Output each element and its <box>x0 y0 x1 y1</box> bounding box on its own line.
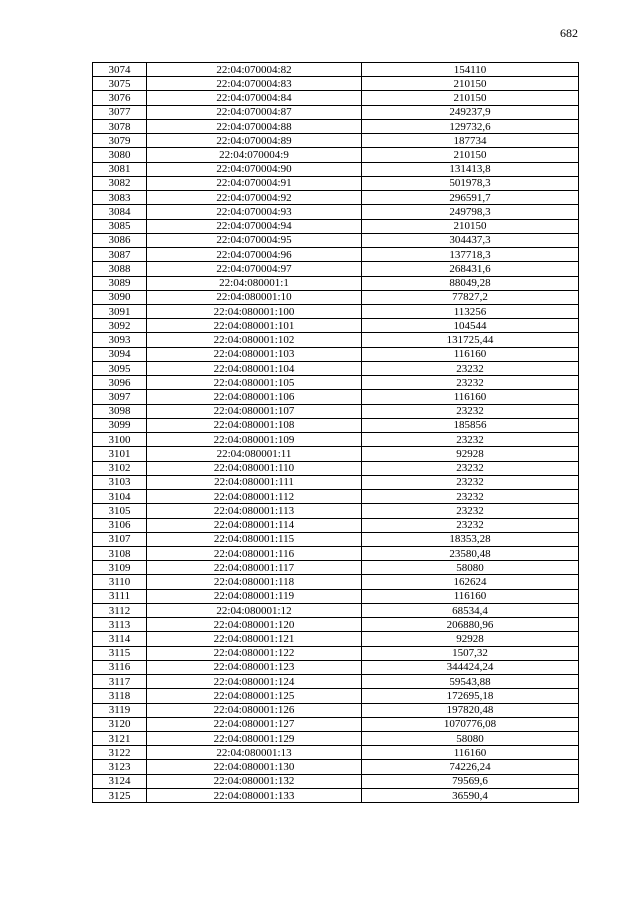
row-number-cell: 3107 <box>93 532 147 546</box>
cadastral-value-cell: 58080 <box>362 732 579 746</box>
cadastral-number-cell: 22:04:070004:82 <box>147 63 362 77</box>
row-number-cell: 3108 <box>93 546 147 560</box>
row-number-cell: 3125 <box>93 788 147 802</box>
row-number-cell: 3081 <box>93 162 147 176</box>
table-row <box>93 660 579 674</box>
table-row <box>93 447 579 461</box>
cadastral-value-cell: 210150 <box>362 148 579 162</box>
row-number-cell: 3093 <box>93 333 147 347</box>
cadastral-value-cell: 23232 <box>362 376 579 390</box>
table-row <box>93 703 579 717</box>
cadastral-value-cell: 344424,24 <box>362 660 579 674</box>
cadastral-value-cell: 185856 <box>362 418 579 432</box>
table-row <box>93 561 579 575</box>
table-row <box>93 376 579 390</box>
row-number-cell: 3124 <box>93 774 147 788</box>
cadastral-number-cell: 22:04:070004:94 <box>147 219 362 233</box>
cadastral-value-cell: 23232 <box>362 361 579 375</box>
cadastral-number-cell: 22:04:070004:97 <box>147 262 362 276</box>
row-number-cell: 3099 <box>93 418 147 432</box>
table-row <box>93 589 579 603</box>
cadastral-value-cell: 210150 <box>362 77 579 91</box>
row-number-cell: 3077 <box>93 105 147 119</box>
cadastral-number-cell: 22:04:080001:113 <box>147 504 362 518</box>
table-row <box>93 518 579 532</box>
cadastral-number-cell: 22:04:080001:114 <box>147 518 362 532</box>
cadastral-value-cell: 501978,3 <box>362 176 579 190</box>
table-row <box>93 461 579 475</box>
row-number-cell: 3075 <box>93 77 147 91</box>
cadastral-number-cell: 22:04:070004:93 <box>147 205 362 219</box>
cadastral-number-cell: 22:04:080001:125 <box>147 689 362 703</box>
table-row <box>93 176 579 190</box>
cadastral-value-cell: 154110 <box>362 63 579 77</box>
table-row <box>93 105 579 119</box>
table-row <box>93 746 579 760</box>
table-row <box>93 646 579 660</box>
row-number-cell: 3098 <box>93 404 147 418</box>
table-row <box>93 532 579 546</box>
row-number-cell: 3115 <box>93 646 147 660</box>
cadastral-value-cell: 23232 <box>362 504 579 518</box>
cadastral-value-cell: 104544 <box>362 319 579 333</box>
cadastral-number-cell: 22:04:080001:105 <box>147 376 362 390</box>
cadastral-number-cell: 22:04:080001:1 <box>147 276 362 290</box>
table-row <box>93 77 579 91</box>
row-number-cell: 3089 <box>93 276 147 290</box>
cadastral-number-cell: 22:04:080001:108 <box>147 418 362 432</box>
row-number-cell: 3091 <box>93 304 147 318</box>
row-number-cell: 3100 <box>93 433 147 447</box>
table-row <box>93 546 579 560</box>
cadastral-value-cell: 1070776,08 <box>362 717 579 731</box>
cadastral-number-cell: 22:04:080001:117 <box>147 561 362 575</box>
row-number-cell: 3117 <box>93 675 147 689</box>
cadastral-value-cell: 23232 <box>362 461 579 475</box>
table-row <box>93 760 579 774</box>
table-body <box>93 63 579 803</box>
cadastral-value-cell: 116160 <box>362 746 579 760</box>
row-number-cell: 3109 <box>93 561 147 575</box>
cadastral-value-cell: 23232 <box>362 475 579 489</box>
cadastral-number-cell: 22:04:080001:132 <box>147 774 362 788</box>
table-row <box>93 632 579 646</box>
row-number-cell: 3110 <box>93 575 147 589</box>
cadastral-number-cell: 22:04:070004:96 <box>147 248 362 262</box>
table-row <box>93 347 579 361</box>
cadastral-value-cell: 206880,96 <box>362 618 579 632</box>
row-number-cell: 3112 <box>93 603 147 617</box>
table-row <box>93 675 579 689</box>
table-row <box>93 490 579 504</box>
cadastral-value-cell: 162624 <box>362 575 579 589</box>
cadastral-value-cell: 197820,48 <box>362 703 579 717</box>
row-number-cell: 3082 <box>93 176 147 190</box>
cadastral-value-cell: 249237,9 <box>362 105 579 119</box>
cadastral-number-cell: 22:04:080001:112 <box>147 490 362 504</box>
cadastral-value-cell: 92928 <box>362 632 579 646</box>
row-number-cell: 3080 <box>93 148 147 162</box>
cadastral-value-cell: 172695,18 <box>362 689 579 703</box>
cadastral-value-cell: 58080 <box>362 561 579 575</box>
cadastral-number-cell: 22:04:070004:90 <box>147 162 362 176</box>
table-row <box>93 219 579 233</box>
cadastral-value-cell: 131725,44 <box>362 333 579 347</box>
cadastral-number-cell: 22:04:080001:130 <box>147 760 362 774</box>
cadastral-number-cell: 22:04:080001:129 <box>147 732 362 746</box>
row-number-cell: 3078 <box>93 119 147 133</box>
cadastral-value-cell: 187734 <box>362 134 579 148</box>
cadastral-value-cell: 92928 <box>362 447 579 461</box>
cadastral-number-cell: 22:04:080001:116 <box>147 546 362 560</box>
table-row <box>93 290 579 304</box>
table-row <box>93 134 579 148</box>
cadastral-value-cell: 116160 <box>362 347 579 361</box>
cadastral-value-cell: 113256 <box>362 304 579 318</box>
cadastral-number-cell: 22:04:080001:109 <box>147 433 362 447</box>
row-number-cell: 3092 <box>93 319 147 333</box>
row-number-cell: 3118 <box>93 689 147 703</box>
cadastral-number-cell: 22:04:080001:126 <box>147 703 362 717</box>
table-row <box>93 319 579 333</box>
row-number-cell: 3119 <box>93 703 147 717</box>
row-number-cell: 3123 <box>93 760 147 774</box>
cadastral-value-table <box>92 62 579 803</box>
table-row <box>93 788 579 802</box>
cadastral-value-cell: 23232 <box>362 433 579 447</box>
table-row <box>93 205 579 219</box>
cadastral-value-cell: 77827,2 <box>362 290 579 304</box>
row-number-cell: 3095 <box>93 361 147 375</box>
cadastral-number-cell: 22:04:080001:13 <box>147 746 362 760</box>
table-row <box>93 475 579 489</box>
cadastral-value-cell: 129732,6 <box>362 119 579 133</box>
cadastral-number-cell: 22:04:080001:11 <box>147 447 362 461</box>
table-row <box>93 404 579 418</box>
table-row <box>93 148 579 162</box>
cadastral-number-cell: 22:04:080001:123 <box>147 660 362 674</box>
row-number-cell: 3102 <box>93 461 147 475</box>
cadastral-number-cell: 22:04:080001:115 <box>147 532 362 546</box>
table-row <box>93 262 579 276</box>
cadastral-value-cell: 68534,4 <box>362 603 579 617</box>
cadastral-number-cell: 22:04:070004:91 <box>147 176 362 190</box>
table-row <box>93 689 579 703</box>
table-row <box>93 504 579 518</box>
cadastral-number-cell: 22:04:080001:101 <box>147 319 362 333</box>
table-row <box>93 732 579 746</box>
cadastral-number-cell: 22:04:080001:12 <box>147 603 362 617</box>
cadastral-number-cell: 22:04:080001:122 <box>147 646 362 660</box>
cadastral-number-cell: 22:04:080001:133 <box>147 788 362 802</box>
cadastral-value-cell: 88049,28 <box>362 276 579 290</box>
cadastral-number-cell: 22:04:080001:103 <box>147 347 362 361</box>
cadastral-number-cell: 22:04:070004:89 <box>147 134 362 148</box>
row-number-cell: 3104 <box>93 490 147 504</box>
cadastral-number-cell: 22:04:080001:100 <box>147 304 362 318</box>
table-row <box>93 418 579 432</box>
cadastral-value-cell: 23232 <box>362 518 579 532</box>
table-row <box>93 361 579 375</box>
cadastral-value-cell: 268431,6 <box>362 262 579 276</box>
cadastral-number-cell: 22:04:080001:107 <box>147 404 362 418</box>
table-row <box>93 618 579 632</box>
row-number-cell: 3103 <box>93 475 147 489</box>
table-row <box>93 774 579 788</box>
row-number-cell: 3085 <box>93 219 147 233</box>
row-number-cell: 3105 <box>93 504 147 518</box>
table-row <box>93 333 579 347</box>
cadastral-value-cell: 249798,3 <box>362 205 579 219</box>
row-number-cell: 3083 <box>93 191 147 205</box>
cadastral-value-cell: 79569,6 <box>362 774 579 788</box>
cadastral-value-cell: 296591,7 <box>362 191 579 205</box>
row-number-cell: 3094 <box>93 347 147 361</box>
row-number-cell: 3114 <box>93 632 147 646</box>
row-number-cell: 3084 <box>93 205 147 219</box>
row-number-cell: 3106 <box>93 518 147 532</box>
cadastral-number-cell: 22:04:080001:119 <box>147 589 362 603</box>
cadastral-number-cell: 22:04:080001:124 <box>147 675 362 689</box>
table-row <box>93 390 579 404</box>
row-number-cell: 3079 <box>93 134 147 148</box>
table-row <box>93 91 579 105</box>
cadastral-number-cell: 22:04:080001:118 <box>147 575 362 589</box>
row-number-cell: 3122 <box>93 746 147 760</box>
table-row <box>93 162 579 176</box>
table-row <box>93 233 579 247</box>
cadastral-value-cell: 74226,24 <box>362 760 579 774</box>
cadastral-value-cell: 116160 <box>362 390 579 404</box>
cadastral-value-cell: 116160 <box>362 589 579 603</box>
row-number-cell: 3086 <box>93 233 147 247</box>
row-number-cell: 3096 <box>93 376 147 390</box>
cadastral-value-cell: 210150 <box>362 91 579 105</box>
table-row <box>93 433 579 447</box>
table-row <box>93 717 579 731</box>
cadastral-number-cell: 22:04:080001:121 <box>147 632 362 646</box>
row-number-cell: 3087 <box>93 248 147 262</box>
table-row <box>93 304 579 318</box>
cadastral-value-cell: 131413,8 <box>362 162 579 176</box>
cadastral-number-cell: 22:04:080001:110 <box>147 461 362 475</box>
cadastral-number-cell: 22:04:080001:104 <box>147 361 362 375</box>
row-number-cell: 3111 <box>93 589 147 603</box>
table-row <box>93 191 579 205</box>
cadastral-number-cell: 22:04:070004:95 <box>147 233 362 247</box>
table-row <box>93 603 579 617</box>
row-number-cell: 3120 <box>93 717 147 731</box>
cadastral-value-cell: 1507,32 <box>362 646 579 660</box>
table-row <box>93 276 579 290</box>
cadastral-number-cell: 22:04:070004:87 <box>147 105 362 119</box>
cadastral-number-cell: 22:04:080001:127 <box>147 717 362 731</box>
cadastral-value-cell: 23232 <box>362 404 579 418</box>
row-number-cell: 3116 <box>93 660 147 674</box>
page-number: 682 <box>560 26 578 40</box>
table-row <box>93 63 579 77</box>
cadastral-value-cell: 23580,48 <box>362 546 579 560</box>
cadastral-number-cell: 22:04:080001:111 <box>147 475 362 489</box>
row-number-cell: 3113 <box>93 618 147 632</box>
cadastral-number-cell: 22:04:070004:88 <box>147 119 362 133</box>
table-row <box>93 575 579 589</box>
cadastral-value-cell: 210150 <box>362 219 579 233</box>
cadastral-number-cell: 22:04:070004:9 <box>147 148 362 162</box>
row-number-cell: 3074 <box>93 63 147 77</box>
cadastral-number-cell: 22:04:070004:92 <box>147 191 362 205</box>
row-number-cell: 3101 <box>93 447 147 461</box>
cadastral-value-cell: 59543,88 <box>362 675 579 689</box>
row-number-cell: 3121 <box>93 732 147 746</box>
row-number-cell: 3076 <box>93 91 147 105</box>
cadastral-value-cell: 304437,3 <box>362 233 579 247</box>
cadastral-number-cell: 22:04:080001:10 <box>147 290 362 304</box>
cadastral-number-cell: 22:04:080001:102 <box>147 333 362 347</box>
cadastral-number-cell: 22:04:080001:120 <box>147 618 362 632</box>
cadastral-value-cell: 18353,28 <box>362 532 579 546</box>
cadastral-value-cell: 137718,3 <box>362 248 579 262</box>
row-number-cell: 3090 <box>93 290 147 304</box>
row-number-cell: 3097 <box>93 390 147 404</box>
table-row <box>93 119 579 133</box>
table-row <box>93 248 579 262</box>
cadastral-number-cell: 22:04:070004:84 <box>147 91 362 105</box>
cadastral-value-cell: 23232 <box>362 490 579 504</box>
cadastral-number-cell: 22:04:080001:106 <box>147 390 362 404</box>
cadastral-value-cell: 36590,4 <box>362 788 579 802</box>
row-number-cell: 3088 <box>93 262 147 276</box>
cadastral-number-cell: 22:04:070004:83 <box>147 77 362 91</box>
